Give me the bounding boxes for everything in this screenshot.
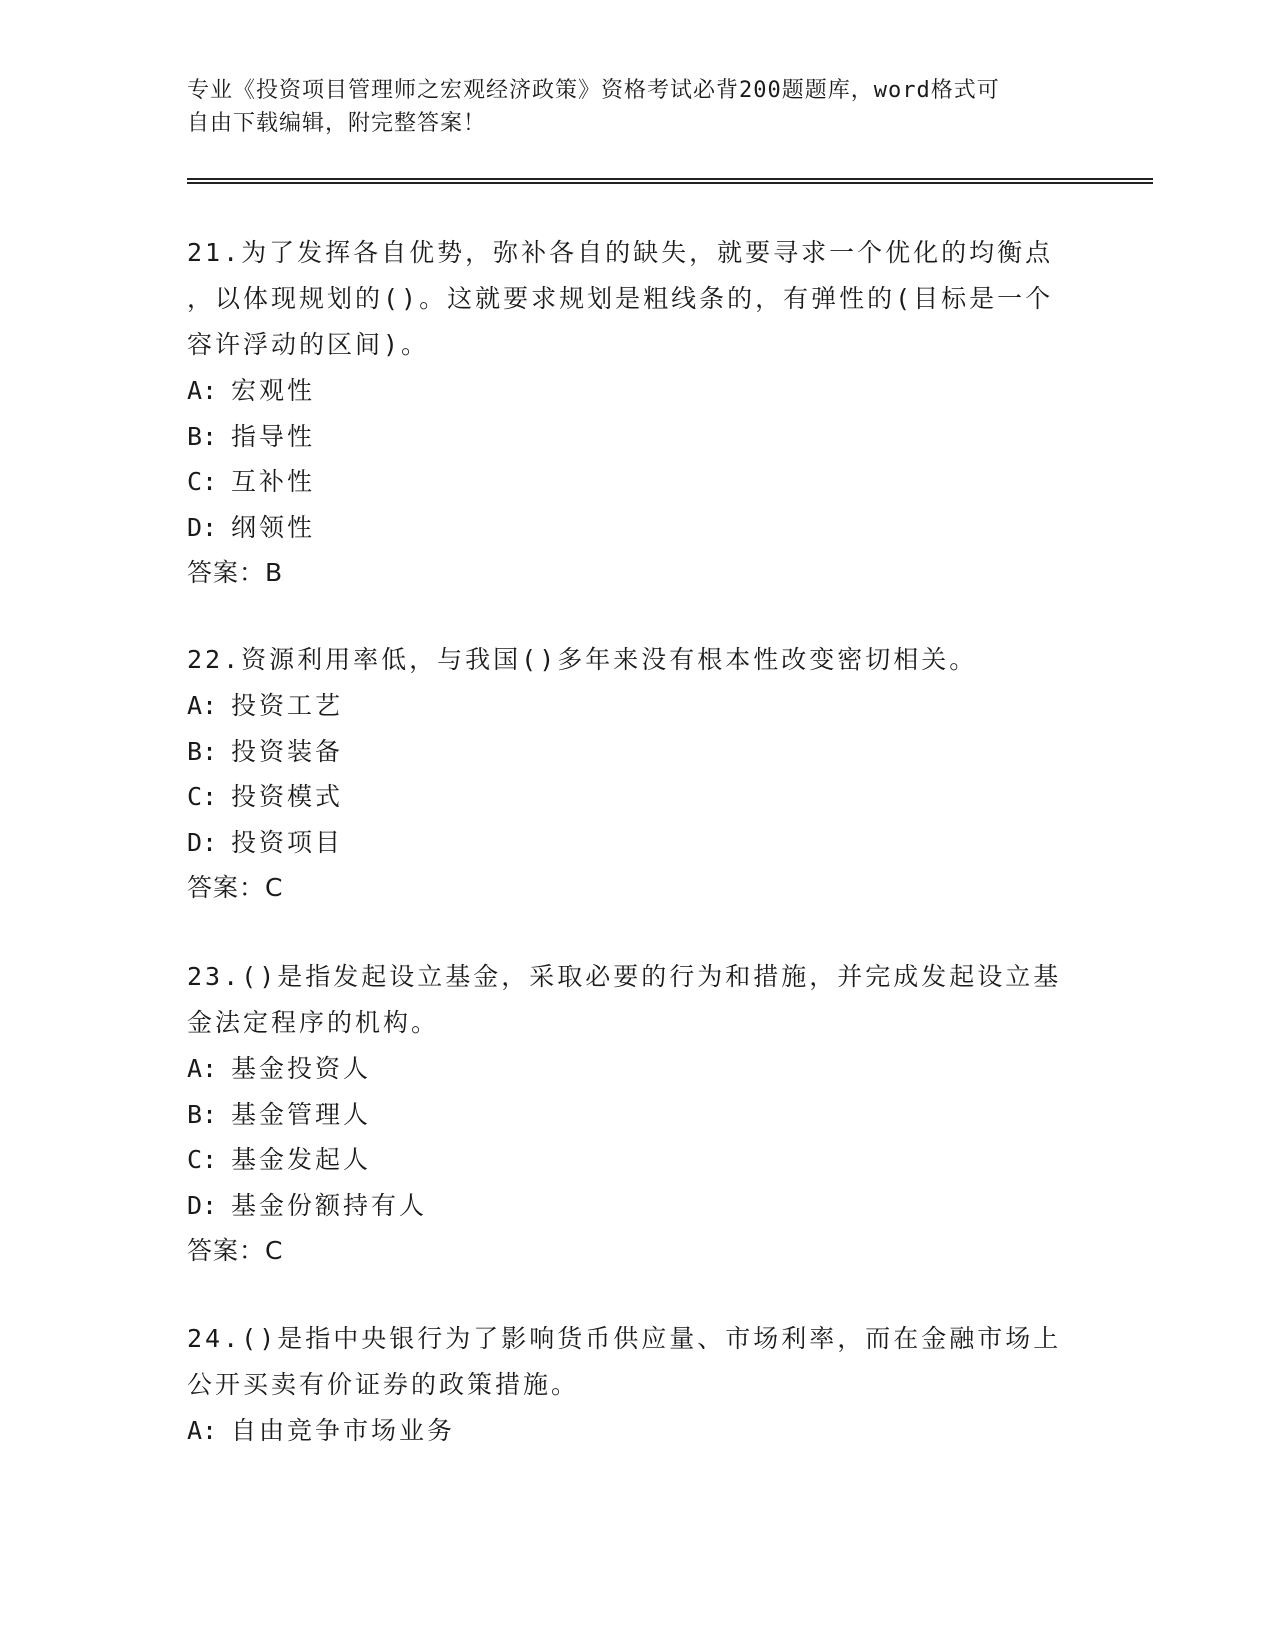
option-text: 基金管理人 [231,1099,372,1129]
option-text: 基金投资人 [231,1054,372,1083]
question-23 [187,954,1087,1274]
option-c [187,459,1087,505]
option-key: B: [187,736,218,766]
option-c [187,774,1087,820]
question-text-line: 容许浮动的区间)。 [187,330,430,359]
answer-line: 答案：C [187,873,284,902]
question-text-line: 22.资源利用率低，与我国()多年来没有根本性改变密切相关。 [187,645,978,674]
option-c [187,1137,1087,1183]
option-key: D: [187,512,218,542]
header-title-line-1: 专业《投资项目管理师之宏观经济政策》资格考试必背200题题库，word格式可 [187,78,1000,103]
option-text: 投资装备 [231,736,344,766]
option-d [187,1183,1087,1229]
option-text: 投资模式 [231,782,344,811]
option-key: A: [187,1416,218,1445]
option-key: D: [187,1190,218,1220]
option-text: 自由竞争市场业务 [231,1416,456,1445]
question-21 [187,230,1087,596]
question-text-line: 23.()是指发起设立基金，采取必要的行为和措施，并完成发起设立基 [187,962,1062,991]
question-text-line: 24.()是指中央银行为了影响货币供应量、市场利率，而在金融市场上 [187,1324,1062,1353]
option-b [187,414,1087,460]
question-text-line: ，以体现规划的()。这就要求规划是粗线条的，有弹性的(目标是一个 [187,284,1054,313]
option-key: D: [187,827,218,857]
header-title-line-2: 自由下载编辑，附完整答案！ [187,111,487,136]
option-text: 互补性 [231,467,316,496]
option-key: A: [187,1054,218,1083]
question-text-line: 21.为了发挥各自优势，弥补各自的缺失，就要寻求一个优化的均衡点 [187,238,1054,267]
option-text: 基金份额持有人 [231,1190,428,1220]
option-key: A: [187,691,218,720]
option-key: B: [187,1099,218,1129]
option-b [187,729,1087,775]
question-text-line: 金法定程序的机构。 [187,1008,440,1037]
option-d [187,820,1087,866]
option-key: B: [187,421,218,451]
option-text: 基金发起人 [231,1145,372,1174]
option-a [187,368,1087,414]
option-a [187,1408,1087,1454]
option-key: A: [187,376,218,405]
option-key: C: [187,467,218,496]
option-key: C: [187,782,218,811]
option-text: 纲领性 [231,512,316,542]
option-a [187,1046,1087,1092]
question-24 [187,1316,1087,1454]
option-d [187,505,1087,551]
option-b [187,1092,1087,1138]
option-text: 投资项目 [231,827,344,857]
question-22 [187,637,1087,911]
answer-line: 答案：C [187,1236,284,1265]
option-text: 指导性 [231,421,316,451]
document-header [187,74,1067,140]
option-a [187,683,1087,729]
question-text-line: 公开买卖有价证券的政策措施。 [187,1370,580,1399]
option-text: 宏观性 [231,376,316,405]
header-divider [187,178,1153,184]
option-text: 投资工艺 [231,691,344,720]
option-key: C: [187,1145,218,1174]
answer-line: 答案：B [187,558,284,587]
